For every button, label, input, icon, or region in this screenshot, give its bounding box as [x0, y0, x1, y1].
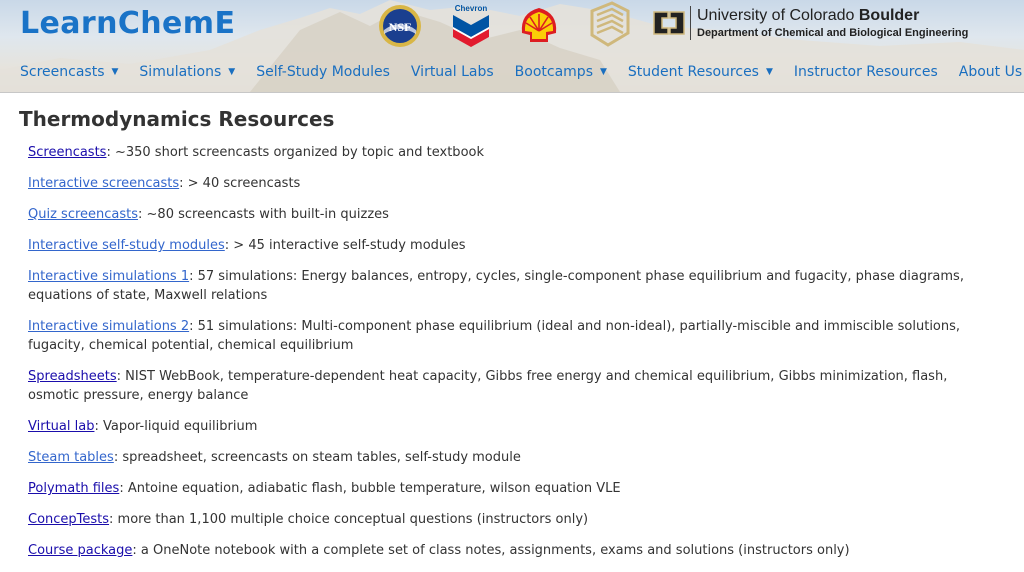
resource-description: : Vapor-liquid equilibrium — [94, 419, 258, 434]
nav-item-simulations[interactable] — [139, 62, 235, 82]
nav-label: Bootcamps — [514, 64, 593, 80]
resource-item — [28, 317, 978, 355]
cu-boulder-logo[interactable] — [652, 8, 686, 38]
resource-description: : > 40 screencasts — [179, 176, 301, 191]
resource-link[interactable]: Screencasts — [28, 145, 107, 160]
svg-text:NSF: NSF — [388, 20, 412, 34]
resource-link[interactable]: Quiz screencasts — [28, 207, 139, 222]
nav-item-screencasts[interactable] — [20, 62, 118, 82]
nav-label: Self-Study Modules — [256, 64, 390, 80]
nav-label: Virtual Labs — [410, 64, 494, 80]
resource-link[interactable]: Spreadsheets — [28, 369, 117, 384]
resource-description: : ~80 screencasts with built-in quizzes — [138, 207, 389, 222]
resource-link[interactable]: Virtual lab — [28, 419, 95, 434]
resource-link[interactable]: ConcepTests — [28, 512, 110, 527]
resource-item — [28, 367, 978, 405]
caret-down-icon[interactable]: ▼ — [111, 67, 119, 77]
resource-description: : NIST WebBook, temperature-dependent heat capacity, Gibbs free energy and chemical equilibrium, Gibbs minimization, flash, osmotic pressure, energy balance — [28, 369, 948, 403]
caret-down-icon[interactable]: ▼ — [765, 67, 773, 77]
department-name: Department of Chemical and Biological Engineering — [697, 27, 969, 39]
resource-item — [28, 174, 978, 193]
nav-item-about-us[interactable] — [959, 62, 1022, 82]
resource-item — [28, 541, 978, 560]
main-nav — [20, 62, 1024, 82]
nav-item-student-resources[interactable] — [628, 62, 773, 82]
nav-item-instructor-resources[interactable] — [794, 62, 938, 82]
resource-item — [28, 448, 978, 467]
resource-link[interactable]: Interactive self-study modules — [28, 238, 225, 253]
resource-description: : ~350 short screencasts organized by topic and textbook — [106, 145, 484, 160]
page-title: Thermodynamics Resources — [19, 107, 335, 131]
resource-link[interactable]: Interactive screencasts — [28, 176, 180, 191]
resource-item — [28, 479, 978, 498]
cu-boulder-wordmark[interactable] — [697, 7, 968, 39]
nav-label: Screencasts — [20, 64, 105, 80]
resource-item — [28, 267, 978, 305]
shell-logo[interactable] — [518, 5, 560, 45]
resource-description: : spreadsheet, screencasts on steam tables, self-study module — [113, 450, 521, 465]
nav-label: Instructor Resources — [793, 64, 938, 80]
resource-item — [28, 205, 978, 224]
resource-description: : more than 1,100 multiple choice conceptual questions (instructors only) — [109, 512, 589, 527]
svg-text:Chevron: Chevron — [454, 4, 488, 13]
nsf-logo[interactable] — [378, 4, 422, 48]
resource-link[interactable]: Polymath files — [28, 481, 120, 496]
nav-item-bootcamps[interactable] — [515, 62, 607, 82]
resource-item — [28, 510, 978, 529]
cu-logo-divider — [690, 6, 691, 40]
university-city: Boulder — [858, 7, 920, 24]
resource-link[interactable]: Course package — [28, 543, 133, 558]
university-name: University of Colorado — [697, 7, 855, 24]
resource-description: : a OneNote notebook with a complete set of class notes, assignments, exams and solutions (instructors only) — [132, 543, 850, 558]
nav-label: Simulations — [139, 64, 222, 80]
resource-item — [28, 143, 978, 162]
resource-item — [28, 236, 978, 255]
resource-item — [28, 417, 978, 436]
caret-down-icon[interactable]: ▼ — [600, 67, 607, 77]
resource-description: : > 45 interactive self-study modules — [224, 238, 466, 253]
resource-description: : 57 simulations: Energy balances, entropy, cycles, single-component phase equilibrium and fugacity, phase diagrams, equations of state, Maxwell relations — [28, 269, 964, 303]
caret-down-icon[interactable]: ▼ — [228, 67, 236, 77]
site-header — [0, 0, 1024, 93]
nav-item-self-study-modules[interactable] — [256, 62, 390, 82]
resource-description: : 51 simulations: Multi-component phase equilibrium (ideal and non-ideal), partially-miscible and immiscible solutions, fugacity, chemical potential, chemical equilibrium — [28, 319, 961, 353]
resource-link[interactable]: Interactive simulations 1 — [28, 269, 190, 284]
resource-link[interactable]: Steam tables — [28, 450, 114, 465]
resource-description: : Antoine equation, adiabatic flash, bubble temperature, wilson equation VLE — [119, 481, 621, 496]
site-brand[interactable]: LearnChemE — [20, 6, 236, 41]
dodge-foundation-logo[interactable] — [588, 1, 632, 47]
resource-list — [28, 143, 978, 572]
resource-link[interactable]: Interactive simulations 2 — [28, 319, 190, 334]
nav-label: Student Resources — [627, 64, 759, 80]
nav-item-virtual-labs[interactable] — [411, 62, 494, 82]
chevron-logo[interactable] — [450, 3, 492, 47]
nav-label: About Us — [958, 64, 1023, 80]
